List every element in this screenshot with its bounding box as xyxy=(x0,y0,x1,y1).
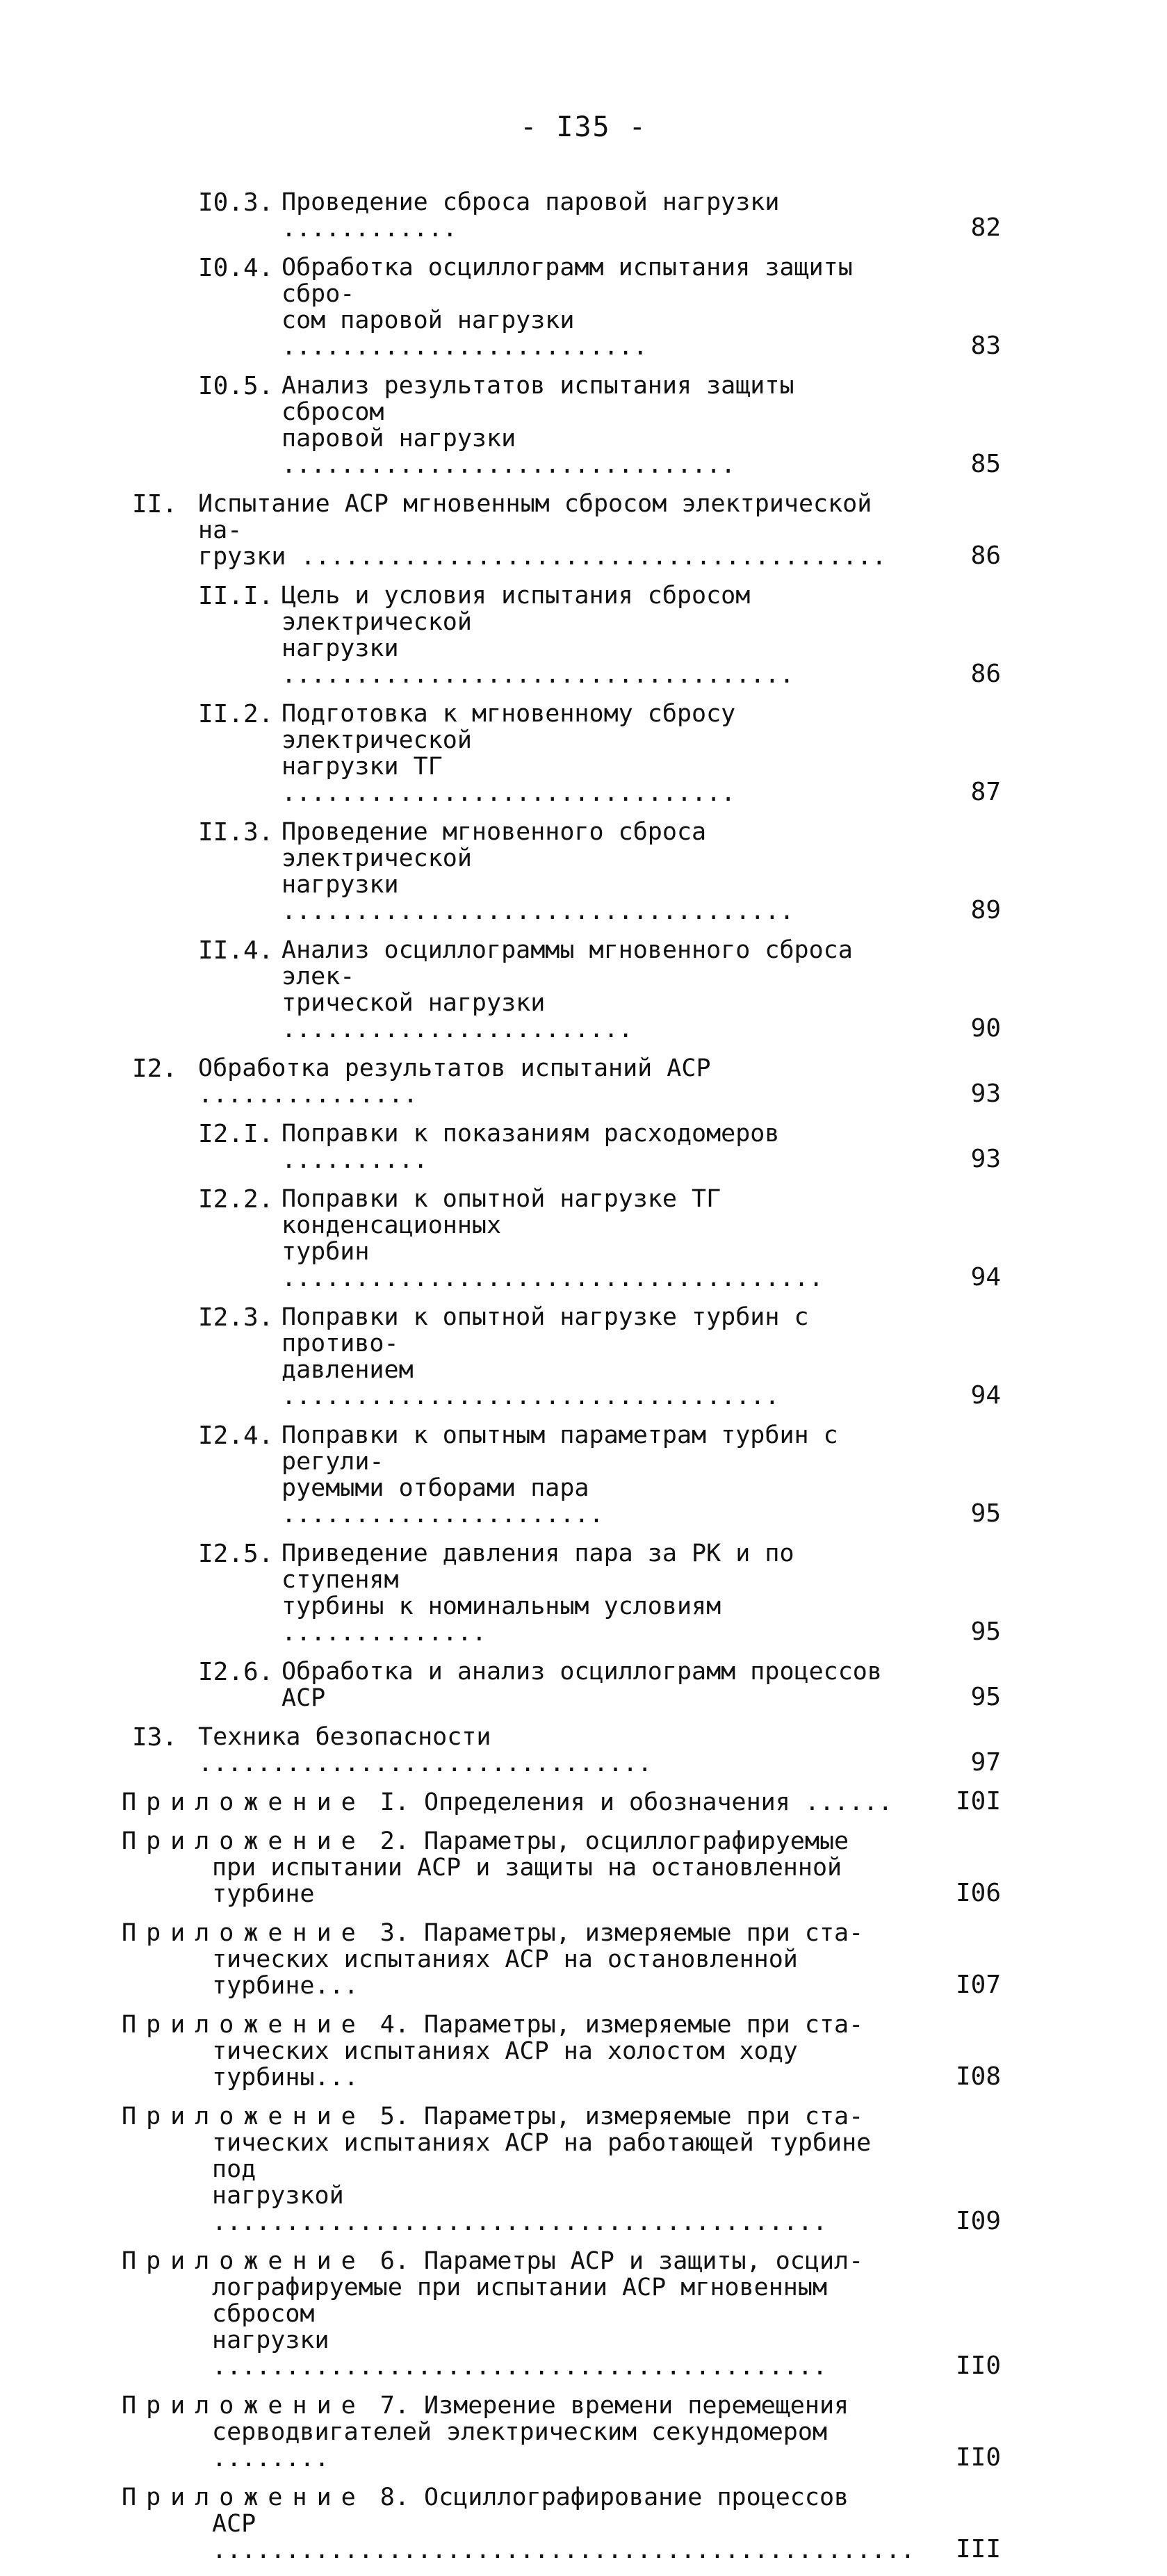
page-ref: 83 xyxy=(970,332,1001,360)
toc-entry xyxy=(132,1422,1022,1528)
section-title: Испытание АСР мгновенным сбросом электрической на- грузки ........................................ xyxy=(198,490,887,571)
toc-entry xyxy=(132,1540,1022,1646)
section-title: Обработка результатов испытаний АСР ............... xyxy=(198,1054,711,1109)
section-number: II.4. xyxy=(198,936,274,965)
appendix-entry xyxy=(122,2392,1022,2472)
page-number: - I35 - xyxy=(520,111,647,143)
toc-entry xyxy=(132,582,1022,688)
toc-entry xyxy=(132,373,1022,478)
appendix-title-continuation: тических испытаниях АСР на остановленной турбине... xyxy=(212,1946,798,2000)
page-ref: I07 xyxy=(955,1971,1001,1999)
appendix-entry xyxy=(122,1920,1022,1999)
page-ref: 86 xyxy=(970,660,1001,688)
section-number: I2.4. xyxy=(198,1421,274,1450)
page-ref: 94 xyxy=(970,1381,1001,1410)
appendix-entry xyxy=(122,1789,1022,1816)
page-ref: 95 xyxy=(970,1499,1001,1528)
page-ref: II0 xyxy=(955,2443,1001,2472)
appendix-title: 8. Осциллографирование процессов xyxy=(380,2484,849,2511)
page-ref: 94 xyxy=(970,1263,1001,1291)
page-ref: 95 xyxy=(970,1617,1001,1646)
appendix-title-continuation: лографируемые при испытании АСР мгновенным сбросом нагрузки .......................................... xyxy=(212,2274,828,2381)
section-title: Поправки к опытным параметрам турбин с регули- руемыми отборами пара ...................... xyxy=(281,1421,838,1529)
section-title: Приведение давления пара за РК и по ступеням турбины к номинальным условиям .............. xyxy=(281,1540,794,1647)
page-ref: I08 xyxy=(955,2062,1001,2091)
section-number: I2. xyxy=(132,1054,178,1083)
toc-entry xyxy=(132,491,1022,570)
toc-entry xyxy=(132,254,1022,360)
section-number: II.I. xyxy=(198,582,274,610)
appendix-label: Приложение xyxy=(122,2011,366,2039)
section-title: Поправки к показаниям расходомеров .......... xyxy=(281,1120,780,1174)
section-title: Обработка осциллограмм испытания защиты сбро- сом паровой нагрузки ......................... xyxy=(281,254,853,361)
toc-entry xyxy=(132,1724,1022,1777)
section-title: Анализ результатов испытания защиты сбросом паровой нагрузки ............................... xyxy=(281,372,794,479)
section-title: Проведение сброса паровой нагрузки ............ xyxy=(281,188,780,243)
appendix-title-continuation: АСР ................................................ xyxy=(212,2510,915,2564)
section-number: I2.2. xyxy=(198,1185,274,1214)
section-number: II.2. xyxy=(198,700,274,728)
appendix-entry xyxy=(122,2248,1022,2380)
page-ref: I09 xyxy=(955,2207,1001,2235)
section-number: II.3. xyxy=(198,818,274,847)
appendix-entry xyxy=(122,1828,1022,1907)
section-title: Обработка и анализ осциллограмм процессов АСР xyxy=(281,1658,882,1712)
section-number: I3. xyxy=(132,1723,178,1752)
appendix-title: 4. Параметры, измеряемые при ста- xyxy=(380,2011,864,2039)
toc-entry xyxy=(132,189,1022,242)
page-ref: I06 xyxy=(955,1879,1001,1907)
appendix-title: 3. Параметры, измеряемые при ста- xyxy=(380,1919,864,1947)
page-ref: 89 xyxy=(970,896,1001,924)
section-title: Анализ осциллограммы мгновенного сброса элек- трической нагрузки ........................ xyxy=(281,936,853,1043)
section-title: Техника безопасности ............................... xyxy=(198,1723,653,1777)
appendix-label: Приложение xyxy=(122,2103,366,2130)
section-number: I2.6. xyxy=(198,1658,274,1686)
toc-entry xyxy=(132,1120,1022,1173)
appendix-entry xyxy=(122,2103,1022,2235)
appendix-title-continuation: при испытании АСР и защиты на остановленной турбине xyxy=(212,1854,842,1908)
page-ref: II0 xyxy=(955,2351,1001,2380)
appendix-label: Приложение xyxy=(122,2247,366,2275)
toc-entry xyxy=(132,1658,1022,1711)
appendix-title: 7. Измерение времени перемещения xyxy=(380,2392,849,2420)
section-title: Подготовка к мгновенному сбросу электрической нагрузки ТГ ............................... xyxy=(281,700,736,807)
page-ref: 97 xyxy=(970,1748,1001,1777)
section-number: II. xyxy=(132,490,178,519)
section-title: Цель и условия испытания сбросом электрической нагрузки ................................... xyxy=(281,582,794,689)
toc-entry xyxy=(132,1055,1022,1108)
section-number: I2.I. xyxy=(198,1120,274,1148)
page-ref: 93 xyxy=(970,1079,1001,1108)
page-ref: 85 xyxy=(970,450,1001,478)
section-number: I2.5. xyxy=(198,1540,274,1568)
page-ref: III xyxy=(955,2535,1001,2563)
appendix-entry xyxy=(122,2012,1022,2091)
appendix-title: 2. Параметры, осциллографируемые xyxy=(380,1827,849,1855)
appendix-title-continuation: серводвигателей электрическим секундомером ........ xyxy=(212,2418,828,2472)
page-ref: 86 xyxy=(970,541,1001,570)
section-number: I2.3. xyxy=(198,1303,274,1332)
section-title: Поправки к опытной нагрузке турбин с противо- давлением .................................. xyxy=(281,1303,809,1410)
page-ref: 93 xyxy=(970,1145,1001,1173)
section-number: I0.5. xyxy=(198,372,274,400)
page-ref: 95 xyxy=(970,1683,1001,1711)
section-title: Проведение мгновенного сброса электрической нагрузки ................................... xyxy=(281,818,794,925)
appendix-label: Приложение xyxy=(122,1788,366,1816)
page-ref: 87 xyxy=(970,778,1001,806)
toc-entry xyxy=(132,701,1022,806)
toc-entry xyxy=(132,1304,1022,1410)
appendix-title: I. Определения и обозначения ...... xyxy=(380,1788,893,1816)
section-number: I0.3. xyxy=(198,188,274,217)
appendix-title: 6. Параметры АСР и защиты, осцил- xyxy=(380,2247,864,2275)
toc-entry xyxy=(132,937,1022,1043)
section-number: I0.4. xyxy=(198,254,274,282)
table-of-contents xyxy=(122,188,1022,2576)
appendix-label: Приложение xyxy=(122,2484,366,2511)
section-title: Поправки к опытной нагрузке ТГ конденсационных турбин ..................................... xyxy=(281,1185,824,1292)
appendix-entry xyxy=(122,2484,1022,2563)
appendix-label: Приложение xyxy=(122,1919,366,1947)
appendix-title: 5. Параметры, измеряемые при ста- xyxy=(380,2103,864,2130)
appendix-label: Приложение xyxy=(122,1827,366,1855)
appendix-title-continuation: тических испытаниях АСР на холостом ходу турбины... xyxy=(212,2037,798,2092)
appendix-label: Приложение xyxy=(122,2392,366,2420)
page-ref: 82 xyxy=(970,213,1001,242)
page-ref: 90 xyxy=(970,1014,1001,1043)
page-ref: I0I xyxy=(955,1787,1001,1816)
appendix-title-continuation: тических испытаниях АСР на работающей турбине под нагрузкой .......................................... xyxy=(212,2129,872,2236)
toc-entry xyxy=(132,1186,1022,1291)
toc-entry xyxy=(132,819,1022,924)
